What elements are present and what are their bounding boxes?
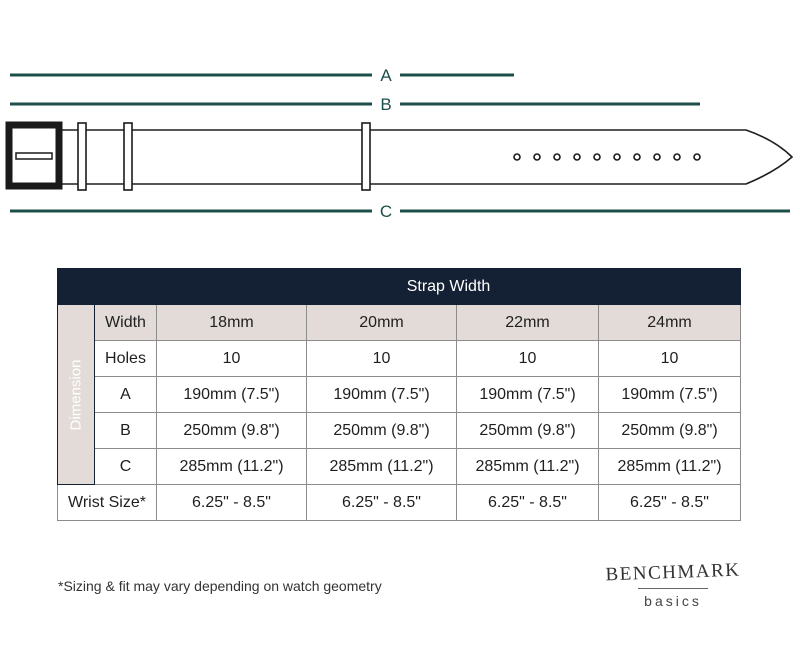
brand-divider (638, 588, 708, 589)
table-row (58, 485, 741, 521)
dimension-a-label: A (380, 66, 392, 85)
dimension-c-label: C (379, 202, 393, 221)
brand-name: BENCHMARK (605, 559, 741, 586)
strap-outline (9, 123, 792, 190)
table-cell: 250mm (9.8") (157, 413, 307, 449)
table-cell: 10 (307, 341, 457, 377)
table-cell: 24mm (599, 305, 741, 341)
table-cell: 18mm (157, 305, 307, 341)
table-cell: 10 (157, 341, 307, 377)
table-row (58, 341, 741, 377)
keeper-1 (78, 123, 86, 190)
table-cell: 285mm (11.2") (307, 449, 457, 485)
table-cell: 190mm (7.5") (457, 377, 599, 413)
dimension-side-text: Dimension (67, 359, 85, 430)
table-cell: 285mm (11.2") (457, 449, 599, 485)
strap-holes (514, 154, 700, 160)
brand-logo (598, 559, 748, 609)
table-corner (95, 269, 157, 305)
table-cell: 20mm (307, 305, 457, 341)
table-row (58, 377, 741, 413)
dimension-side-label (58, 305, 95, 485)
table-cell: 6.25" - 8.5" (157, 485, 307, 521)
table-corner (58, 269, 95, 305)
row-label: Wrist Size* (58, 485, 157, 521)
table-cell: 190mm (7.5") (157, 377, 307, 413)
table-cell: 10 (599, 341, 741, 377)
row-label: A (95, 377, 157, 413)
table-header-row (58, 269, 741, 305)
table-row (58, 305, 741, 341)
row-label: Width (95, 305, 157, 341)
table-cell: 190mm (7.5") (599, 377, 741, 413)
table-cell: 22mm (457, 305, 599, 341)
sizing-footnote: *Sizing & fit may vary depending on watch geometry (58, 578, 382, 594)
keeper-2 (124, 123, 132, 190)
table-row (58, 413, 741, 449)
table-cell: 190mm (7.5") (307, 377, 457, 413)
table-cell: 6.25" - 8.5" (457, 485, 599, 521)
dimension-a (10, 66, 514, 85)
table-cell: 250mm (9.8") (307, 413, 457, 449)
table-cell: 6.25" - 8.5" (307, 485, 457, 521)
table-cell: 250mm (9.8") (599, 413, 741, 449)
row-label: Holes (95, 341, 157, 377)
table-cell: 10 (457, 341, 599, 377)
table-cell: 285mm (11.2") (157, 449, 307, 485)
row-label: B (95, 413, 157, 449)
keeper-3 (362, 123, 370, 190)
dimension-b (10, 95, 700, 114)
dimension-c (10, 202, 790, 221)
row-label: C (95, 449, 157, 485)
table-cell: 250mm (9.8") (457, 413, 599, 449)
table-row (58, 449, 741, 485)
table-cell: 285mm (11.2") (599, 449, 741, 485)
size-table (57, 268, 741, 521)
brand-sub: basics (644, 593, 702, 609)
table-cell: 6.25" - 8.5" (599, 485, 741, 521)
dimension-b-label: B (380, 95, 392, 114)
strap-diagram (0, 0, 800, 250)
strap-width-header: Strap Width (157, 269, 741, 305)
